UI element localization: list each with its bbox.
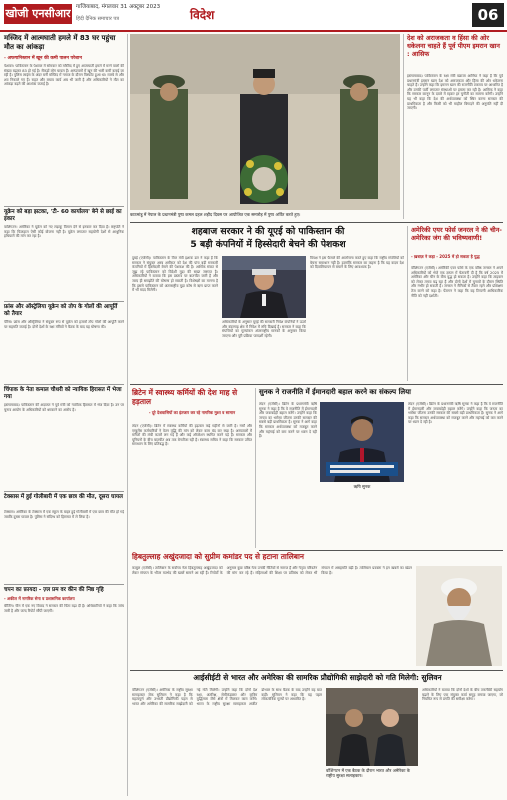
article-body-shahbaz-uae-cont2: विपक्ष ने इस फैसले की आलोचना करते हुए कहा कि राष्ट्रीय संपत्तियों को बेचना समाधान नहीं है। हालांकि सरकार का कहना है कि यह कदम देश को दिवालियापन से बचाने के लिए आवश्यक है। bbox=[310, 256, 404, 270]
divider bbox=[4, 584, 124, 585]
headline-texas-shooting: टेक्सास में हुई गोलीबारी में एक छात्र की मौत, दूसरा घायल bbox=[4, 494, 123, 500]
article-body-sunak: लंदन (एजेंसी)। ब्रिटेन के प्रधानमंत्री ऋषि सुनक ने कहा है कि वे राजनीति में ईमानदारी और जवाबदेही बहाल करेंगे। उन्होंने कहा कि जनता का भरोसा जीतना उनकी सरकार की सबसे बड़ी प्राथमिकता है। सुनक ने आगे कहा कि सरकार अर्थव्यवस्था को मजबूत करने और महंगाई को कम करने पर ध्यान दे रही है। bbox=[259, 402, 317, 439]
headline-us-china-war: अमेरिकी एयर फोर्स जनरल ने की चीन- अमेरिका जंग की भविष्यवाणी! bbox=[411, 226, 502, 242]
article-body-taliban: काबुल (एजेंसी)। तालिबान के सर्वोच्च नेता हिबतुल्लाह अखुंदजादा को लेकर संगठन के भीतर मतभेद की खबरें सामने आ रही हैं। रिपोर्टों के अनुसार कुछ वरिष्ठ नेता उनकी नीतियों से नाराज हैं और नेतृत्व परिवर्तन की मांग कर रहे हैं। महिलाओं की शिक्षा पर प्रतिबंध को लेकर भी संगठन में असहमति बढ़ी है। तालिबान प्रवक्ता ने इन खबरों का खंडन किया है। bbox=[132, 566, 412, 575]
article-body-us-china-war: वॉशिंगटन (एजेंसी)। अमेरिकी एयर फोर्स के एक वरिष्ठ जनरल ने अपने अधिकारियों को भेजे एक ज्ञापन में चेतावनी दी है कि वर्ष 2025 में अमेरिका और चीन के बीच युद्ध हो सकता है। उन्होंने कहा कि ताइवान को लेकर तनाव बढ़ रहा है और दोनों देशों में चुनावों के दौरान स्थिति और गंभीर हो सकती है। जनरल ने सैनिकों से तैयार रहने और प्रशिक्षण तेज करने को कहा है। पेंटागन ने कहा कि यह टिप्पणी आधिकारिक नीति को नहीं दर्शाती। bbox=[411, 266, 503, 298]
article-body-shahbaz-uae: दुबई (एजेंसी)। पाकिस्तान के वित्त मंत्री इशाक डार ने कहा है कि सरकार ने संयुक्त अरब अमीरात को देश की पांच बड़ी सरकारी कंपनियों में हिस्सेदारी बेचने की पेशकश की है। आर्थिक संकट से जूझ रहे पाकिस्तान को विदेशी मुद्रा की सख्त जरूरत है। अधिकारियों ने बताया कि इस प्रस्ताव पर बातचीत जारी है और जल्द ही समझौते की घोषणा हो सकती है। विशेषज्ञों का मानना है कि इससे पाकिस्तान को अंतरराष्ट्रीय मुद्रा कोष से ऋण प्राप्त करने में भी मदद मिलेगी। bbox=[132, 256, 218, 293]
column-divider bbox=[407, 226, 408, 381]
article-body-shahbaz-uae-cont: अधिकारियों के अनुसार यूएई की सरकारी निवेश कंपनियों ने ऊर्जा और बंदरगाह क्षेत्र में निवेश में रुचि दिखाई है। सरकार ने कहा कि संपत्तियों का मूल्यांकन अंतरराष्ट्रीय मानकों के अनुसार किया जाएगा और पूरी प्रक्रिया पारदर्शी रहेगी। bbox=[222, 320, 306, 338]
divider bbox=[4, 206, 124, 207]
tagline: हिंदी दैनिक समाचार पत्र bbox=[76, 16, 120, 22]
article-body-imran-khan: इस्लामाबाद। पाकिस्तान के रक्षा मंत्री ख्वाजा आसिफ ने कहा है कि पूर्व प्रधानमंत्री इमरान खान देश को अराजकता और हिंसा की ओर धकेलना चाहते हैं। उन्होंने कहा कि इमरान खान की राजनीति टकराव पर आधारित है और उनकी पार्टी लगातार संस्थाओं पर हमला कर रही है। आसिफ ने कहा कि सरकार कानून के दायरे में रहकर हर चुनौती का सामना करेगी। उन्होंने यह भी कहा कि देश की अर्थव्यवस्था को स्थिर करना सरकार की प्राथमिकता है और किसी को भी माहौल बिगाड़ने की अनुमति नहीं दी जाएगी। bbox=[407, 74, 503, 111]
portrait-illustration bbox=[320, 402, 404, 482]
nepal-ceremony-photo bbox=[130, 34, 400, 210]
article-body-uk-health-strike: लंदन (एजेंसी)। ब्रिटेन में स्वास्थ्य कर्मियों की हड़ताल कई महीनों से जारी है। नर्सों और एम्बुलेंस कर्मचारियों ने वेतन वृद्धि की मांग को लेकर काम बंद कर रखा है। अस्पतालों में मरीजों की लंबी कतारें लग गई हैं और कई ऑपरेशन स्थगित करने पड़े हैं। सरकार और यूनियनों के बीच बातचीत अब तक बेनतीजा रही है। स्वास्थ्य सचिव ने कहा कि सरकार उचित समाधान के लिए प्रतिबद्ध है। bbox=[132, 424, 252, 447]
portrait-illustration bbox=[416, 566, 502, 666]
subheadline-mosque-attack: - अफगानिस्तान में खून की कमी पालन परेशान bbox=[4, 56, 82, 61]
headline-taliban: हिबतुल्लाह अखुंदजादा को सुप्रीम कमांडर पद से हटाना तालिबान bbox=[132, 552, 304, 561]
rishi-sunak-photo bbox=[320, 402, 404, 482]
article-body-icet-sullivan: वॉशिंगटन (एजेंसी)। अमेरिका के राष्ट्रीय सुरक्षा सलाहकार जेक सुलिवन ने कहा है कि महत्वपूर्ण और उभरती प्रौद्योगिकी पहल से भारत और अमेरिका की सामरिक साझेदारी को नई गति मिलेगी। उन्होंने कहा कि दोनों देश रक्षा, अंतरिक्ष, सेमीकंडक्टर और कृत्रिम बुद्धिमत्ता जैसे क्षेत्रों में मिलकर काम करेंगे। भारत के राष्ट्रीय सुरक्षा सलाहकार अजीत डोभाल के साथ बैठक के बाद उन्होंने यह बात कही। सुलिवन ने कहा कि यह पहल लोकतांत्रिक मूल्यों पर आधारित है। bbox=[132, 688, 322, 706]
headline-imran-khan: देश को अराजकता व हिंसा की ओर धकेलना चाहते हैं पूर्व पीएम इमरान खान : आसिफ bbox=[407, 34, 500, 58]
newspaper-logo: खोजी एनसीआर bbox=[4, 4, 72, 24]
headline-shahbaz-uae-line2: 5 बड़ी कंपनियों में हिस्सेदारी बेचने की पेशकश bbox=[190, 239, 346, 250]
subheadline-uk-health-strike: - दूरे देशवासियों का इंतजार कर रहे नागरिक मुश्त व सामान bbox=[148, 410, 236, 415]
headline-china: चपन का फ़ायदा - ज़्ल प्रम वर कीन की निष्ठ गृहि bbox=[4, 587, 104, 593]
divider bbox=[259, 550, 503, 551]
article-body-mosque-attack: पेशावर। पाकिस्तान के पेशावर में सोमवार को मस्जिद में हुए आत्मघाती हमले में मरने वालों की संख्या बढ़कर 83 हो गई है। सैकड़ों लोग घायल हैं। अस्पतालों में खून की भारी कमी बताई जा रही है। पुलिस लाइंस के अंदर बनी मस्जिद में नमाज के दौरान विस्फोट हुआ था। मलबे से और शव निकाले गए हैं। राहत और बचाव कार्य अब भी जारी है और अधिकारियों ने मौत का आंकड़ा बढ़ने की आशंका जताई है। bbox=[4, 64, 124, 87]
portrait-illustration bbox=[222, 256, 306, 318]
headline-sunak: सुनक ने राजनीति में ईमानदारी बहाल करने का संकल्प लिया bbox=[259, 388, 411, 396]
section-title: विदेश bbox=[190, 8, 215, 22]
divider bbox=[4, 491, 124, 492]
subheadline-us-china-war: - ख़बाज़ ने कहा - 2025 में हो सकता है युद्ध bbox=[411, 254, 480, 259]
akhundzada-photo bbox=[416, 566, 502, 666]
page-number: 06 bbox=[472, 3, 504, 27]
divider bbox=[130, 222, 503, 223]
divider bbox=[4, 384, 124, 385]
column-divider bbox=[255, 388, 256, 548]
shahbaz-sharif-photo bbox=[222, 256, 306, 318]
column-divider bbox=[403, 34, 404, 219]
headline-shahbaz-uae-line1: शहबाज सरकार ने की यूएई को पाकिस्तान की bbox=[191, 226, 345, 237]
divider bbox=[130, 384, 503, 385]
article-body-ukraine: वाशिंगटन। अमेरिका ने यूक्रेन को नए लड़ाकू विमान देने से इनकार कर दिया है। राष्ट्रपति ने कहा कि फिलहाल ऐसी कोई योजना नहीं है। यूक्रेन लगातार सहयोगी देशों से आधुनिक हथियारों की मांग कर रहा है। bbox=[4, 225, 124, 239]
column-divider bbox=[127, 34, 128, 796]
subheadline-china: - अकील में नागरिक सेना व प्रशासनिक कार्यालय bbox=[4, 596, 75, 601]
nsa-meeting-photo bbox=[326, 688, 418, 766]
photo-caption: ऋषि सुनक bbox=[353, 484, 371, 489]
article-body-judicial-custody: इस्लामाबाद। पाकिस्तान की अदालत ने पूर्व मंत्री को न्यायिक हिरासत में भेज दिया है। उन पर चुनाव आयोग के अधिकारियों को धमकाने का आरोप है। bbox=[4, 403, 124, 412]
headline-uk-health-strike: ब्रिटेन में स्वास्थ्य कर्मियों की देश माह से हड़ताल bbox=[132, 388, 238, 407]
photo-caption: काठमांडू में नेपाल के प्रधानमंत्री पुष्प कमल दहल शहीद दिवस पर आयोजित एक समारोह में पुष्प अर्पित करते हुए। bbox=[130, 212, 301, 217]
headline-france-australia: फ्रांस और ऑस्ट्रेलिया यूक्रेन को तोप के गोलों की आपूर्ति को तैयार bbox=[4, 304, 118, 317]
article-body-france-australia: पेरिस। फ्रांस और ऑस्ट्रेलिया ने संयुक्त रूप से यूक्रेन को हजारों तोप गोलों की आपूर्ति करने पर सहमति जताई है। दोनों देशों के रक्षा मंत्रियों ने बैठक के बाद यह घोषणा की। bbox=[4, 320, 124, 329]
issue-date: गाजियाबाद, मंगलवार 31 अक्टूबर 2023 bbox=[76, 4, 161, 10]
headline-ukraine: यूक्रेन को बड़ा झटका, 'टी- 60 कार्यालय' बेने से छाई का इंकार bbox=[4, 209, 122, 222]
headline-mosque-attack: मस्जिद में आत्मघाती हमले में 83 घर पहुंचा मौत का आंकड़ा bbox=[4, 34, 116, 51]
headline-judicial-custody: चिंपाक के नेता कमाल चौधरी को न्यायिक हिरासत में भेजा गया bbox=[4, 387, 122, 400]
divider bbox=[4, 301, 124, 302]
meeting-illustration bbox=[326, 688, 418, 766]
photo-caption: वॉशिंगटन में एक बैठक के दौरान भारत और अमेरिका के राष्ट्रीय सुरक्षा सलाहकार। bbox=[326, 768, 410, 778]
headline-icet-sullivan: आईसीईटी से भारत और अमेरिका की सामरिक प्रौद्योगिकी साझेदारी को गति मिलेगी: सुलिवन bbox=[193, 673, 442, 682]
article-body-sunak-cont: लंदन (एजेंसी)। ब्रिटेन के प्रधानमंत्री ऋषि सुनक ने कहा है कि वे राजनीति में ईमानदारी और जवाबदेही बहाल करेंगे। उन्होंने कहा कि जनता का भरोसा जीतना उनकी सरकार की सबसे बड़ी प्राथमिकता है। सुनक ने आगे कहा कि सरकार अर्थव्यवस्था को मजबूत करने और महंगाई को कम करने पर ध्यान दे रही है। bbox=[408, 402, 503, 425]
divider bbox=[130, 670, 503, 671]
article-body-icet-sullivan-cont: अधिकारियों ने बताया कि दोनों देशों के बीच तकनीकी सहयोग बढ़ाने के लिए एक संयुक्त कार्य समूह बनाया जाएगा, जो नियमित रूप से प्रगति की समीक्षा करेगा। bbox=[422, 688, 503, 702]
ceremony-illustration bbox=[130, 34, 400, 210]
article-body-texas-shooting: टेक्सास। अमेरिका के टेक्सास में एक स्कूल के बाहर हुई गोलीबारी में एक छात्र की मौत हो गई जबकि दूसरा घायल है। पुलिस ने संदिग्ध को हिरासत में ले लिया है। bbox=[4, 510, 124, 519]
article-body-china: बीजिंग। चीन में एक नए विवाद ने सरकार की चिंता बढ़ा दी है। अधिकारियों ने कहा कि जांच जारी है और जल्द रिपोर्ट सौंपी जाएगी। bbox=[4, 604, 124, 613]
